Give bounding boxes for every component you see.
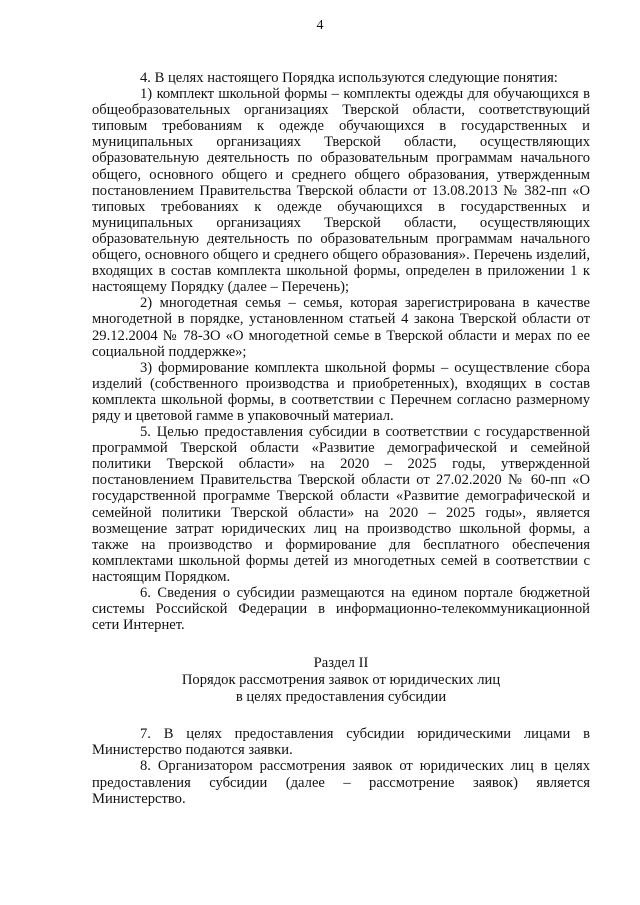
section-title-line1: Порядок рассмотрения заявок от юридических лиц (181, 672, 501, 689)
paragraph-4-3: 3) формирование комплекта школьной формы – осуществление сбора изделий (собственного производства и приобретенных), входящих в состав комплекта школьной формы, в соответствии с Перечнем согласно размерному ряду и цветовой гамме в упаковочный материал. (92, 359, 590, 424)
document-body (92, 70, 590, 807)
spacer (92, 633, 590, 655)
page-number: 4 (316, 18, 324, 33)
paragraph-5: 5. Целью предоставления субсидии в соответствии с государственной программой Тверской области «Развитие демографической и семейной политики Тверской области» на 2020 – 2025 годы, утвержденной постановлением Правительства Тверской области от 27.02.2020 № 60-пп «О государственной программе Тверской области «Развитие демографической и семейной политики Тверской области» на 2020 – 2025 годы», является возмещение затрат юридических лиц на производство школьной формы, а также на производство и формирование для бесплатного обеспечения комплектами школьной формы детей из многодетных семей в соответствии с настоящим Порядком. (92, 424, 590, 585)
paragraph-7: 7. В целях предоставления субсидии юридическими лицами в Министерство подаются заявки. (92, 726, 590, 759)
spacer (92, 706, 590, 726)
section-title-line2: в целях предоставления субсидии (235, 689, 447, 706)
paragraph-6: 6. Сведения о субсидии размещаются на едином портале бюджетной системы Российской Федерации в информационно-телекоммуникационной сети Интернет. (92, 585, 590, 634)
paragraph-8: 8. Организатором рассмотрения заявок от юридических лиц в целях предоставления субсидии (далее – рассмотрение заявок) является Министерство. (92, 758, 590, 807)
section-label: Раздел II (313, 655, 369, 672)
paragraph-4-intro: 4. В целях настоящего Порядка используются следующие понятия: (140, 70, 558, 86)
paragraph-4-2: 2) многодетная семья – семья, которая зарегистрирована в качестве многодетной в порядке, установленном статьей 4 закона Тверской области от 29.12.2004 № 78-ЗО «О многодетной семье в Тверской области и мерах по ее социальной поддержке»; (92, 295, 590, 360)
paragraph-4-1: 1) комплект школьной формы – комплекты одежды для обучающихся в общеобразовательных организациях Тверской области, соответствующий типовым требованиям к одежде обучающихся в государственных и муниципальных организациях Тверской области, осуществляющих образовательную деятельность по образовательным программам начального общего, основного общего и среднего общего образования, утвержденным постановлением Правительства Тверской области от 13.08.2013 № 382-пп «О типовых требованиях к одежде обучающихся в государственных и муниципальных организациях Тверской области, осуществляющих образовательную деятельность по образовательным программам начального общего, основного общего и среднего общего образования». Перечень изделий, входящих в состав комплекта школьной формы, определен в приложении 1 к настоящему Порядку (далее – Перечень); (92, 86, 590, 296)
